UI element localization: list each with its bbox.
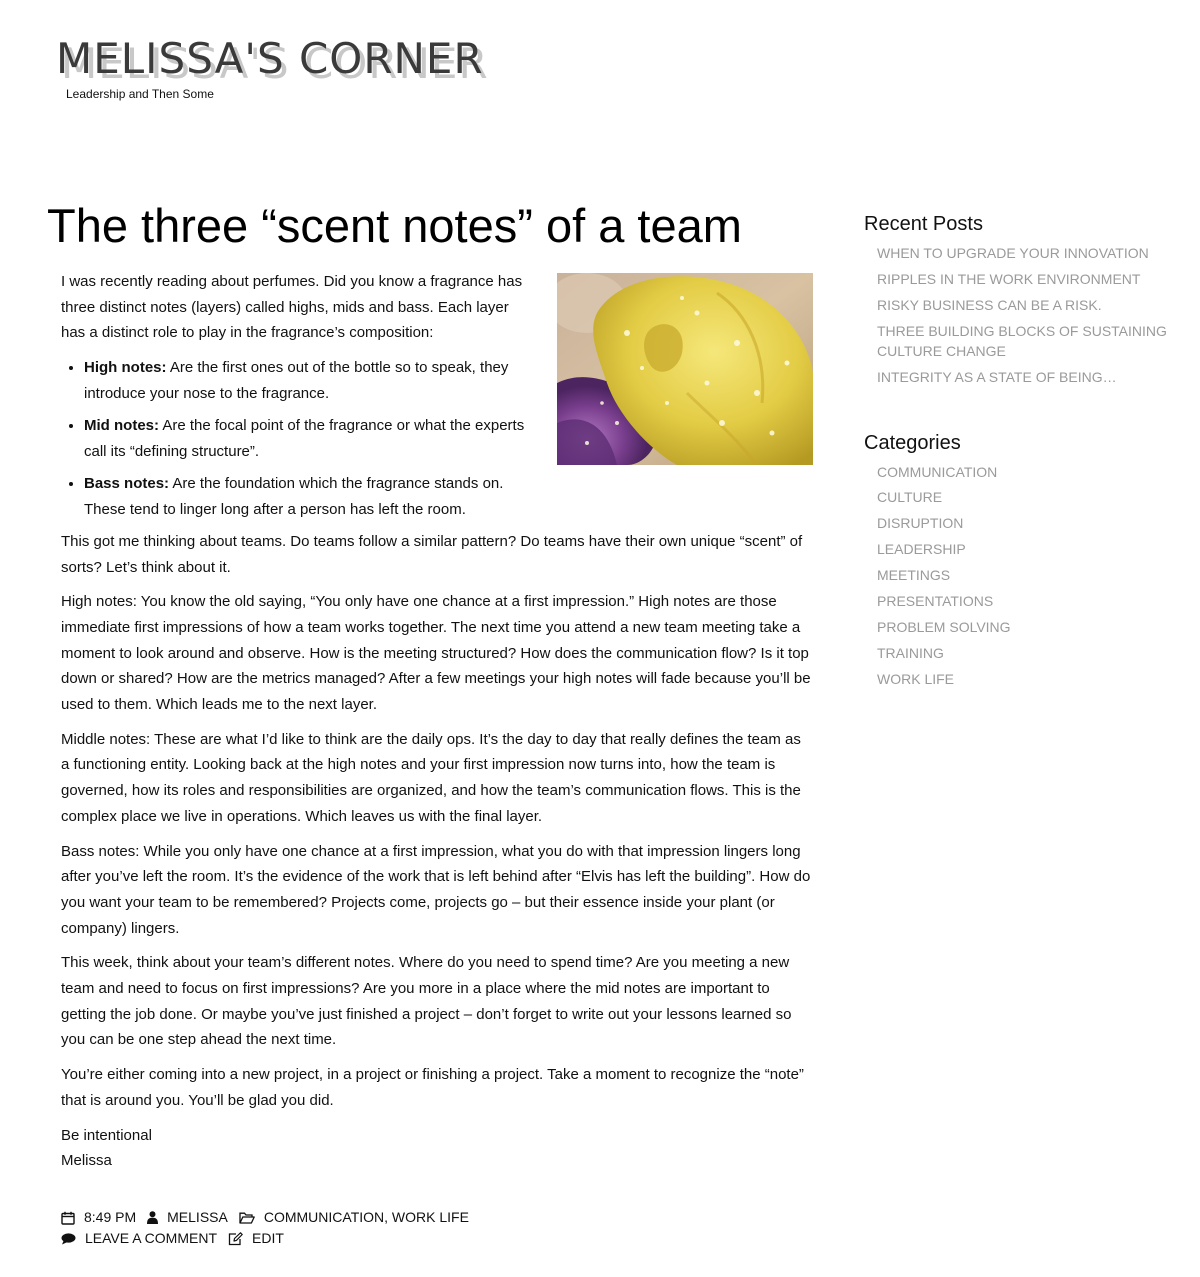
list-item xyxy=(877,462,1184,483)
leave-comment-link[interactable]: LEAVE A COMMENT xyxy=(85,1230,217,1246)
author-link[interactable]: MELISSA xyxy=(167,1209,228,1225)
recent-post-link[interactable]: THREE BUILDING BLOCKS OF SUSTAINING CULTURE CHANGE xyxy=(877,322,1167,360)
post-edit[interactable] xyxy=(228,1228,284,1249)
category-link[interactable]: CULTURE xyxy=(877,489,943,506)
intro-paragraph: I was recently reading about perfumes. Did you know a fragrance has three distinct notes (layers) called highs, mids and bass. Each layer has a distinct role to play in the fragrance’s composition: xyxy=(61,273,523,342)
category-link[interactable]: DISRUPTION xyxy=(877,515,964,532)
category-link[interactable]: PROBLEM SOLVING xyxy=(877,618,1011,635)
post-author[interactable] xyxy=(147,1207,228,1228)
category-link[interactable]: MEETINGS xyxy=(877,567,951,584)
site-title[interactable]: MELISSA'S CORNER xyxy=(56,34,484,83)
list-item xyxy=(877,269,1184,290)
recent-post-link[interactable]: WHEN TO UPGRADE YOUR INNOVATION xyxy=(877,245,1149,261)
edit-link[interactable]: EDIT xyxy=(252,1230,284,1246)
list-item xyxy=(877,643,1184,664)
post-meta xyxy=(61,1207,480,1249)
post-date[interactable] xyxy=(61,1207,136,1228)
post-time-link[interactable]: 8:49 PM xyxy=(84,1209,137,1225)
category-link[interactable]: PRESENTATIONS xyxy=(877,593,994,610)
yellow-iris-flower-photo xyxy=(557,273,813,465)
categories-list xyxy=(864,462,1184,690)
categories-widget xyxy=(864,431,1184,690)
calendar-icon xyxy=(61,1211,75,1225)
list-item xyxy=(877,487,1184,508)
list-item xyxy=(877,513,1184,534)
recent-posts-list xyxy=(864,243,1184,388)
category-separator: , xyxy=(384,1209,392,1225)
meta-row-secondary xyxy=(61,1228,480,1249)
body-paragraph: This week, think about your team’s different notes. Where do you need to spend time? Are you meeting a new team and need to focus on first impressions? Are you more in a place where the mid notes are important to getting the job done. Or maybe you’ve just finished a project – don’t forget to write out your lessons learned so you can be one step ahead the next time. xyxy=(61,954,792,1049)
user-icon xyxy=(147,1211,158,1224)
recent-posts-title: Recent Posts xyxy=(864,213,983,235)
recent-post-link[interactable]: RISKY BUSINESS CAN BE A RISK. xyxy=(877,296,1102,313)
post-comment[interactable] xyxy=(61,1228,217,1249)
signoff-line: Be intentional xyxy=(61,1126,152,1144)
note-text: Are the first ones out of the bottle so to speak, they introduce your nose to the fragrance. xyxy=(84,359,509,402)
meta-row-primary xyxy=(61,1207,480,1228)
post-title: The three “scent notes” of a team xyxy=(47,199,742,252)
recent-post-link[interactable]: INTEGRITY AS A STATE OF BEING… xyxy=(877,369,1117,386)
note-text: Are the foundation which the fragrance stands on. These tend to linger long after a person has left the room. xyxy=(84,474,504,518)
signoff-author: Melissa xyxy=(61,1152,112,1170)
list-item xyxy=(877,295,1184,316)
list-item xyxy=(877,617,1184,638)
category-link[interactable]: COMMUNICATION xyxy=(877,463,998,480)
list-item xyxy=(877,565,1184,586)
site-tagline: Leadership and Then Some xyxy=(66,87,214,101)
sidebar xyxy=(864,212,1184,695)
recent-posts-widget xyxy=(864,212,1184,388)
list-item xyxy=(877,321,1184,362)
list-item xyxy=(877,669,1184,690)
note-label: Bass notes: xyxy=(84,474,170,492)
post-categories xyxy=(239,1207,469,1228)
body-paragraph: High notes: You know the old saying, “You only have one chance at a first impression.” High notes are those immediate first impressions of how a team works together. The next time you attend a new team meeting take a moment to look around and observe. How is the meeting structured? How does the communication flow? Is it top down or shared? How are the metrics managed? After a few meetings your high notes will fade because you’ll be used to them. Which leads me to the next layer. xyxy=(61,593,811,714)
note-text: Are the focal point of the fragrance or what the experts call its “defining structure”. xyxy=(84,417,525,460)
signoff xyxy=(61,1123,813,1174)
note-label: Mid notes: xyxy=(84,417,159,435)
list-item xyxy=(877,591,1184,612)
note-label: High notes: xyxy=(84,359,167,377)
post-content xyxy=(61,269,813,1174)
recent-post-link[interactable]: RIPPLES IN THE WORK ENVIRONMENT xyxy=(877,270,1141,287)
list-item xyxy=(84,471,813,522)
category-link-communication[interactable]: COMMUNICATION xyxy=(263,1209,385,1225)
category-link[interactable]: TRAINING xyxy=(877,644,944,661)
category-link[interactable]: LEADERSHIP xyxy=(877,541,966,558)
list-item xyxy=(877,243,1184,264)
categories-title: Categories xyxy=(864,431,961,454)
category-link-work-life[interactable]: WORK LIFE xyxy=(391,1209,469,1225)
comment-icon xyxy=(61,1233,76,1245)
body-paragraph: You’re either coming into a new project, in a project or finishing a project. Take a moment to recognize the “note” that is around you. You’ll be glad you did. xyxy=(61,1066,804,1109)
list-item xyxy=(877,367,1184,388)
list-item xyxy=(877,539,1184,560)
body-paragraph: This got me thinking about teams. Do teams follow a similar pattern? Do teams have their own unique “scent” of sorts? Let’s think about it. xyxy=(61,532,803,576)
body-paragraph: Middle notes: These are what I’d like to think are the daily ops. It’s the day to day that really defines the team as a functioning entity. Looking back at the high notes and your first impression now turns into, how the team is governed, how its roles and responsibilities are organized, and how the team’s communication flows. This is the complex place we live in operations. Which leaves us with the final layer. xyxy=(61,730,801,825)
category-link[interactable]: WORK LIFE xyxy=(877,670,955,687)
edit-icon xyxy=(228,1232,243,1246)
body-paragraph: Bass notes: While you only have one chance at a first impression, what you do with that impression lingers long after you’ve left the room. It’s the evidence of the work that is left behind after “Elvis has left the building”. How do you want your team to be remembered? Projects come, projects go – but their essence inside your plant (or company) lingers. xyxy=(61,842,811,937)
folder-open-icon xyxy=(239,1212,255,1224)
